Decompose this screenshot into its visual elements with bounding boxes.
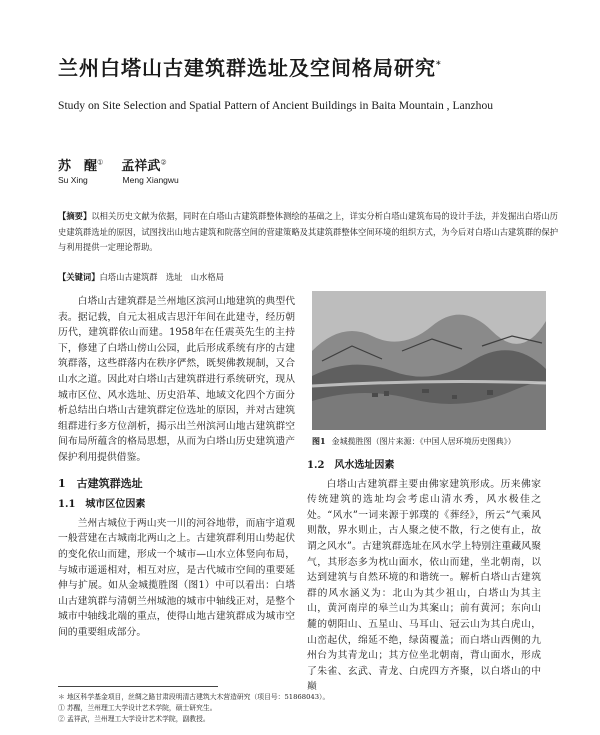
abstract [58,209,558,256]
english-title: Study on Site Selection and Spatial Pattern of Ancient Buildings in Baita Mountain , Lanzhou [58,99,494,112]
footnote-divider [58,686,218,687]
figure-caption [312,436,516,447]
keywords-text: 白塔山古建筑群 选址 山水格局 [99,272,224,282]
section-heading-1-1: 1.1 城市区位因素 [58,499,146,511]
author-1-mark: ① [97,158,104,167]
abstract-text: 以相关历史文献为依据，同时在白塔山古建筑群整体测绘的基础之上，详实分析白塔山建筑布局的设计手法，并发掘出白塔山历史建筑群选址的原因，试图找出山地古建筑和院落空间的营建策略及其建筑群整体空间环境的组织方式，为今后对白塔山古建筑群的保护与利用提供一定理论帮助。 [58,211,558,252]
footnotes [58,692,329,725]
author-names-en [58,175,179,185]
title-text: 兰州白塔山古建筑群选址及空间格局研究 [58,56,436,80]
section-1-1-paragraph: 兰州古城位于两山夹一川的河谷地带，而庙宇道观一般营建在古城南北两山之上。古建筑群利用山势起伏的变化依山而建，形成一个城市—山水立体竖向布局，与城市遥遥相对，相互对应，是古代城市空间的重要延伸与扩展。如从金城揽胜图（图1）中可以看出：白塔山古建筑群与清朝兰州城池的城市中轴线正对，是整个城市中轴线北端的重点，使得山地古建筑群成为城市空间的重要组成部分。 [58,517,295,638]
author-1-pinyin: Su Xing [58,175,88,185]
author-2-pinyin: Meng Xiangwu [122,175,179,185]
footnote-author-1: ① 苏醒，兰州理工大学设计艺术学院，硕士研究生。 [58,704,217,712]
keywords-tag: 【关键词】 [58,272,100,282]
landscape-painting-image [312,291,546,430]
paper-title [58,52,442,81]
figure-caption-text: 金城揽胜图（图片来源：《中国人居环境历史图典》） [331,437,516,446]
author-names-cn [58,155,167,174]
title-footnote-mark: * [436,60,442,71]
section-heading-1: 1 古建筑群选址 [58,476,143,490]
figure-jincheng-painting [312,291,546,430]
footnote-fund: ＊ 地区科学基金项目，丝绸之路甘肃段明清古建筑大木营造研究（项目号：51868043）。 [58,693,330,701]
author-2-name: 孟祥武 [121,159,161,174]
abstract-tag: 【摘要】 [58,211,92,221]
figure-label: 图1 [312,436,326,446]
author-2-mark: ② [160,158,167,167]
left-column [58,294,295,640]
section-heading-1-2: 1.2 风水选址因素 [307,460,395,471]
right-column [307,458,541,695]
section-1-2-paragraph: 白塔山古建筑群主要由佛家建筑形成。历来佛家传统建筑的选址均会考虑山清水秀，风水极佳之处。“风水”一词来源于郭璞的《葬经》，所云“气乘风则散，界水则止，古人聚之使不散，行之使有止，故谓之风水”。古建筑群选址在风水学上特别注重藏风聚气，其形态多为枕山面水，依山而建，坐北朝南，以达到建筑与自然环境的和谐统一。解析白塔山古建筑群的风水涵义为：北山为其少祖山，白塔山为其主山，黄河南岸的皋兰山为其案山；前有黄河；东向山麓的朝阳山、五星山、马耳山、冠云山为其白虎山，山峦起伏，绵延不绝，绿茵覆盖；而白塔山西侧的九州台为其青龙山；其方位坐北朝南，背山面水，形成了朱雀、玄武、青龙、白虎四方齐聚，以白塔山的中巅 [307,478,541,693]
keywords [58,271,224,283]
footnote-author-2: ② 孟祥武，兰州理工大学设计艺术学院，副教授。 [58,715,210,723]
author-1-name: 苏 醒 [58,159,98,174]
intro-paragraph: 白塔山古建筑群是兰州地区滨河山地建筑的典型代表。据记载，自元太祖成吉思汗年间在此建寺，经历朝历代，建筑群依山而建。1958年在任震英先生的主持下，修建了白塔山傍山公园，此后形成系统有序的古建筑群落，这些群落内在秩序俨然，既契佛教规制，又合山水之道。因此对白塔山古建筑群进行系统研究，现从城市区位、风水选址、历史沿革、地域文化四个方面分析总结出白塔山古建筑群定位选址的原因，并对古建筑组群进行多方位剖析，揭示出兰州滨河山地古建筑群空间布局所蕴含的格局思想，从而为白塔山历史建筑遗产保护利用提供借鉴。 [58,296,295,463]
